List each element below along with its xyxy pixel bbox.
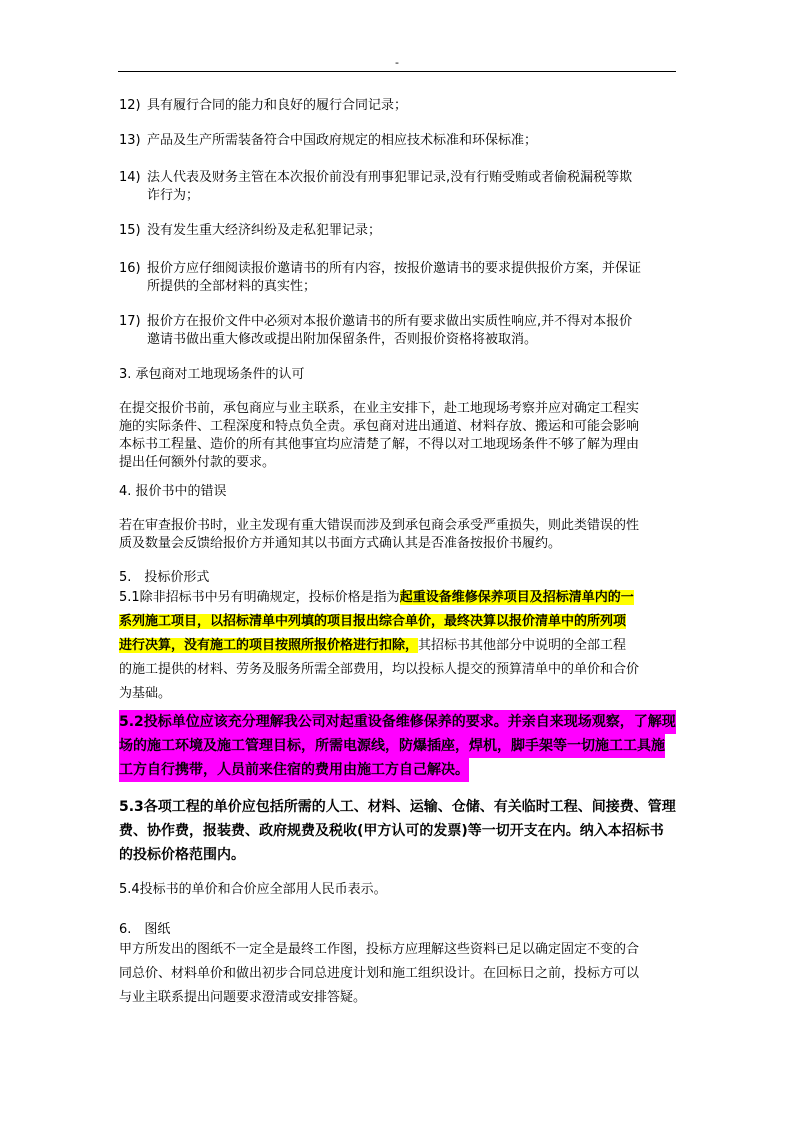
item-number: 14)	[119, 170, 141, 185]
list-item-16	[119, 260, 677, 296]
highlighted-text: 系列施工项目，以招标清单中列填的项目报出综合单价，最终决算以报价清单中的所列项	[119, 614, 627, 629]
text-line: 质及数量会反馈给报价方并通知其以书面方式确认其是否准备按报价书履约。	[119, 536, 562, 551]
highlighted-text: 起重设备维修保养项目及招标清单内的一	[399, 590, 634, 605]
section-5-heading: 5. 投标价形式	[119, 570, 210, 585]
item-text: 报价方应仔细阅读报价邀请书的所有内容，按报价邀请书的要求提供报价方案，并保证	[147, 261, 642, 276]
highlighted-text: 5.2投标单位应该充分理解我公司对起重设备维修保养的要求。并亲自来现场观察，了解现	[119, 710, 676, 734]
item-text-continued: 诈行为；	[147, 188, 200, 203]
item-text: 报价方在报价文件中必须对本报价邀请书的所有要求做出实质性响应,并不得对本报价	[147, 314, 633, 329]
section-5-4-paragraph: 5.4投标书的单价和合价应全部用人民币表示。	[119, 882, 387, 897]
text-run: 5.1除非招标书中另有明确规定，投标价格是指为	[119, 590, 400, 605]
text-line: 5.3各项工程的单价应包括所需的人工、材料、运输、仓储、有关临时工程、间接费、管理	[119, 799, 676, 815]
item-text: 产品及生产所需装备符合中国政府规定的相应技术标准和环保标准；	[147, 133, 538, 148]
section-4-heading: 4. 报价书中的错误	[119, 484, 227, 499]
header-rule	[118, 71, 676, 72]
text-line: 甲方所发出的图纸不一定全是最终工作图，投标方应理解这些资料已足以确定固定不变的合	[119, 942, 640, 957]
text-line: 提出任何额外付款的要求。	[119, 455, 276, 470]
text-line: 的施工提供的材料、劳务及服务所需全部费用，均以投标人提交的预算清单中的单价和合价	[119, 662, 640, 677]
item-number: 12)	[119, 98, 141, 113]
text-line: 的投标价格范围内。	[119, 847, 245, 863]
text-line: 本标书工程量、造价的所有其他事宜均应清楚了解，不得以对工地现场条件不够了解为理由	[119, 437, 640, 452]
section-5-2-paragraph	[119, 710, 677, 782]
text-run: 其招标书其他部分中说明的全部工程	[418, 638, 627, 653]
section-3-heading: 3. 承包商对工地现场条件的认可	[119, 367, 305, 382]
list-item-13	[119, 132, 677, 150]
text-line: 在提交报价书前，承包商应与业主联系，在业主安排下，赴工地现场考察并应对确定工程实	[119, 401, 640, 416]
list-item-14	[119, 169, 677, 205]
text-line: 费、协作费，报装费、政府规费及税收(甲方认可的发票)等一切开支在内。纳入本招标书	[119, 823, 664, 839]
section-5-3-paragraph	[119, 795, 677, 867]
section-6-heading: 6. 图纸	[119, 922, 171, 937]
list-item-12	[119, 97, 677, 115]
highlighted-text: 工方自行携带，人员前来住宿的费用由施工方自己解决。	[119, 758, 469, 782]
item-text: 具有履行合同的能力和良好的履行合同记录；	[147, 98, 408, 113]
highlighted-text: 场的施工环境及施工管理目标，所需电源线，防爆插座，焊机，脚手架等一切施工工具施	[119, 734, 665, 758]
list-item-15	[119, 222, 677, 240]
text-line: 与业主联系提出问题要求澄清或安排答疑。	[119, 990, 367, 1005]
list-item-17	[119, 313, 677, 349]
item-text: 法人代表及财务主管在本次报价前没有刑事犯罪记录,没有行贿受贿或者偷税漏税等欺	[147, 170, 633, 185]
section-3-body	[119, 400, 677, 472]
highlighted-text: 进行决算，没有施工的项目按照所报价格进行扣除，	[119, 638, 419, 653]
item-text-continued: 邀请书做出重大修改或提出附加保留条件，否则报价资格将被取消。	[147, 332, 538, 347]
item-number: 13)	[119, 133, 141, 148]
item-number: 15)	[119, 223, 141, 238]
item-number: 17)	[119, 314, 141, 329]
text-line: 为基础。	[119, 686, 172, 701]
text-line: 同总价、材料单价和做出初步合同总进度计划和施工组织设计。在回标日之前，投标方可以	[119, 966, 640, 981]
section-5-1-paragraph	[119, 586, 677, 706]
item-text-continued: 所提供的全部材料的真实性；	[147, 279, 317, 294]
text-line: 若在审查报价书时，业主发现有重大错误而涉及到承包商会承受严重损失，则此类错误的性	[119, 518, 640, 533]
section-4-body	[119, 517, 677, 553]
item-number: 16)	[119, 261, 141, 276]
page-header-mark: -	[395, 56, 399, 69]
item-text: 没有发生重大经济纠纷及走私犯罪记录；	[147, 223, 382, 238]
text-line: 施的实际条件、工程深度和特点负全责。承包商对进出通道、材料存放、搬运和可能会影响	[119, 419, 640, 434]
section-6-body	[119, 938, 677, 1010]
